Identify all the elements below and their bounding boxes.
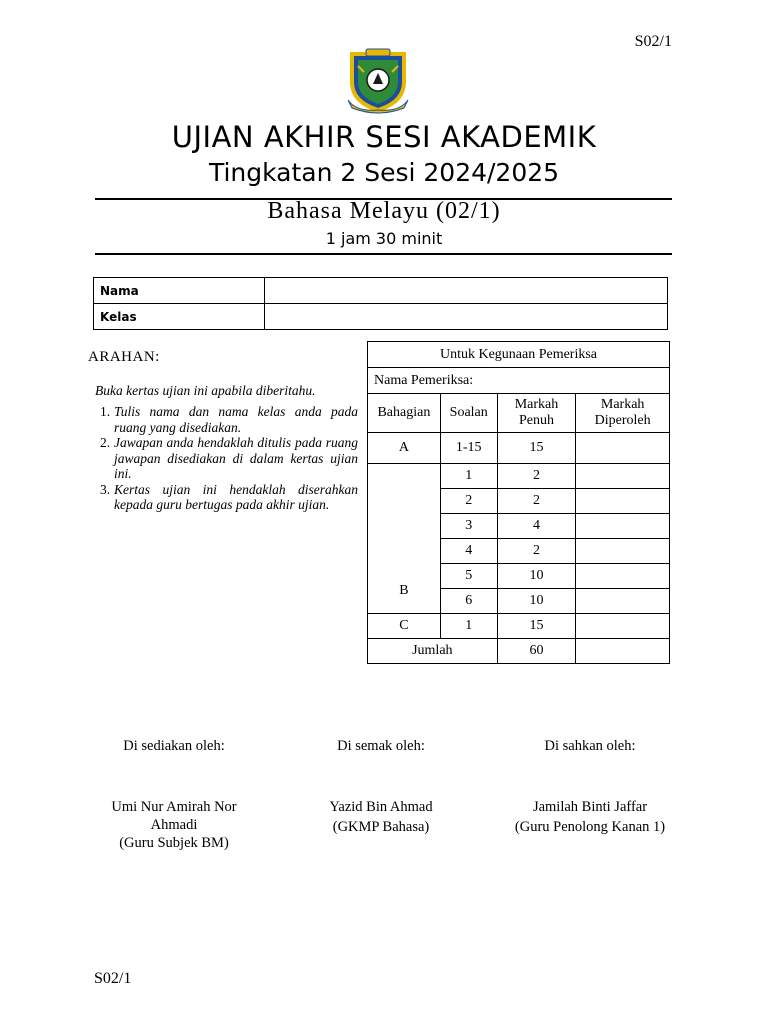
section-b-full-marks: 2 (497, 464, 576, 489)
list-item (98, 435, 358, 482)
column-header-question: Soalan (440, 394, 497, 433)
list-item-text: Kertas ujian ini hendaklah diserahkan kepada guru bertugas pada akhir ujian. (114, 481, 358, 512)
table-row (368, 433, 670, 464)
table-header-row (368, 394, 670, 433)
section-b-question: 3 (440, 514, 497, 539)
class-field[interactable] (265, 304, 668, 330)
list-item-number: 2. (100, 435, 111, 450)
examiner-name-label: Nama Pemeriksa: (368, 368, 670, 394)
section-b-marks-obtained[interactable] (576, 514, 670, 539)
list-item (98, 482, 358, 513)
total-label: Jumlah (368, 639, 498, 664)
exam-title: UJIAN AKHIR SESI AKADEMIK (171, 120, 597, 154)
instructions-list (98, 404, 358, 513)
table-row (94, 304, 668, 330)
section-a-label: A (368, 433, 441, 464)
section-b-marks-obtained[interactable] (576, 564, 670, 589)
section-b-full-marks: 2 (497, 489, 576, 514)
table-row (368, 368, 670, 394)
exam-subtitle: Tingkatan 2 Sesi 2024/2025 (208, 158, 560, 187)
section-b-question: 1 (440, 464, 497, 489)
section-a-marks-obtained[interactable] (576, 433, 670, 464)
list-item-text: Tulis nama dan nama kelas anda pada ruang yang disediakan. (114, 404, 358, 435)
section-a-question: 1-15 (440, 433, 497, 464)
examiner-marks-table (367, 341, 670, 664)
student-info-table (93, 277, 668, 330)
table-row (368, 464, 670, 489)
approved-by-role: (Guru Penolong Kanan 1) (514, 819, 666, 835)
list-item-text: Jawapan anda hendaklah ditulis pada ruang jawapan disediakan di dalam kertas ujian ini. (114, 435, 358, 481)
checked-by-role: (GKMP Bahasa) (332, 819, 430, 835)
section-c-label: C (368, 614, 441, 639)
section-b-marks-obtained[interactable] (576, 489, 670, 514)
section-b-label: B (368, 464, 441, 614)
table-row (94, 278, 668, 304)
document-code-top: S02/1 (634, 33, 672, 50)
marks-table-title: Untuk Kegunaan Pemeriksa (368, 342, 670, 368)
section-b-question: 2 (440, 489, 497, 514)
prepared-by-label: Di sediakan oleh: (123, 738, 225, 754)
table-row (368, 639, 670, 664)
subject-title: Bahasa Melayu (02/1) (267, 198, 501, 224)
total-full-marks: 60 (497, 639, 576, 664)
list-item-number: 1. (100, 404, 111, 419)
section-b-full-marks: 10 (497, 564, 576, 589)
section-b-marks-obtained[interactable] (576, 589, 670, 614)
checked-by-name: Yazid Bin Ahmad (329, 799, 433, 815)
approved-by-name: Jamilah Binti Jaffar (532, 799, 648, 815)
section-b-question: 4 (440, 539, 497, 564)
list-item-number: 3. (100, 481, 111, 497)
list-item (98, 404, 358, 435)
column-header-section: Bahagian (368, 394, 441, 433)
prepared-by-name-line2: Ahmadi (150, 817, 198, 833)
total-marks-obtained[interactable] (576, 639, 670, 664)
prepared-by-role: (Guru Subjek BM) (119, 835, 229, 851)
column-header-full-marks: Markah Penuh (497, 394, 576, 433)
name-label: Nama (94, 278, 265, 304)
section-b-question: 5 (440, 564, 497, 589)
column-header-marks-obtained: Markah Diperoleh (576, 394, 670, 433)
prepared-by-name-line1: Umi Nur Amirah Nor (111, 799, 237, 815)
section-b-question: 6 (440, 589, 497, 614)
class-label: Kelas (94, 304, 265, 330)
section-b-marks-obtained[interactable] (576, 464, 670, 489)
approved-by-label: Di sahkan oleh: (544, 738, 636, 754)
document-code-bottom: S02/1 (94, 970, 132, 987)
section-c-full-marks: 15 (497, 614, 576, 639)
instructions-title: ARAHAN: (88, 349, 160, 365)
checked-by-label: Di semak oleh: (337, 738, 425, 754)
school-crest-logo (346, 46, 410, 114)
header-rule-bottom (95, 253, 672, 255)
section-b-full-marks: 2 (497, 539, 576, 564)
section-c-question: 1 (440, 614, 497, 639)
exam-duration: 1 jam 30 minit (325, 229, 443, 248)
section-c-marks-obtained[interactable] (576, 614, 670, 639)
prepared-by-name (84, 798, 264, 834)
section-b-marks-obtained[interactable] (576, 539, 670, 564)
section-b-full-marks: 4 (497, 514, 576, 539)
table-row (368, 614, 670, 639)
table-row (368, 342, 670, 368)
instructions-intro: Buka kertas ujian ini apabila diberitahu. (95, 383, 316, 398)
section-b-full-marks: 10 (497, 589, 576, 614)
section-a-full-marks: 15 (497, 433, 576, 464)
name-field[interactable] (265, 278, 668, 304)
